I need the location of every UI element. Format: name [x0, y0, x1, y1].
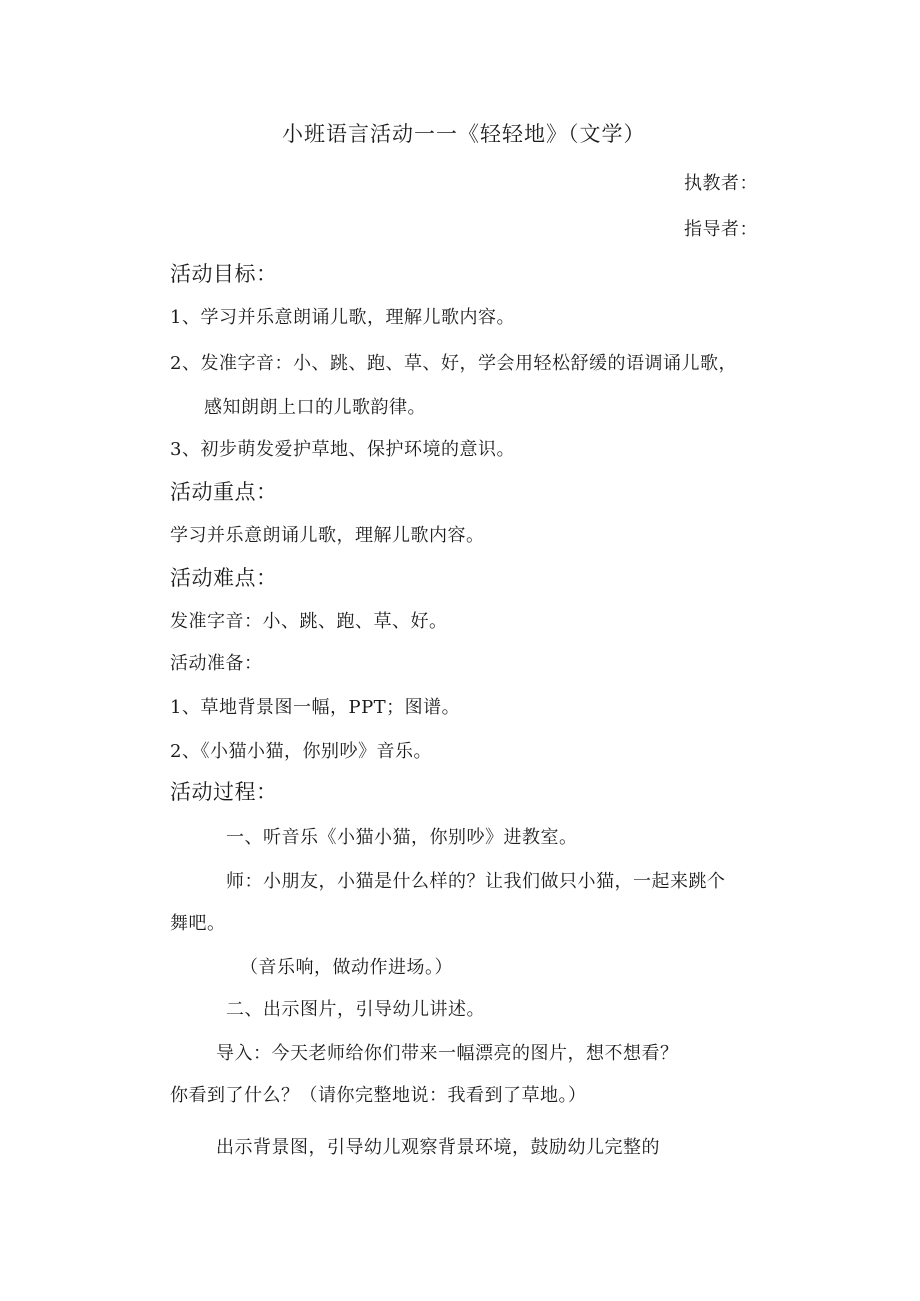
goal-item: 1、学习并乐意朗诵儿歌，理解儿歌内容。 — [170, 307, 515, 328]
goal-item: 2、发准字音：小、跳、跑、草、好，学会用轻松舒缓的语调诵儿歌， — [170, 353, 737, 374]
preparation-item: 2、《小猫小猫，你别吵》音乐。 — [170, 741, 432, 762]
process-line: 导入：今天老师给你们带来一幅漂亮的图片，想不想看？ — [216, 1043, 679, 1064]
process-line: 舞吧。 — [170, 913, 226, 934]
difficulty-text: 发准字音：小、跳、跑、草、好。 — [170, 611, 448, 632]
supervisor-label: 指导者： — [684, 219, 758, 240]
process-line: 出示背景图，引导幼儿观察背景环境，鼓励幼儿完整的 — [216, 1137, 660, 1158]
document-title: 小班语言活动一一《轻轻地》（文学） — [282, 122, 646, 146]
difficulty-heading: 活动难点： — [170, 566, 278, 590]
process-line: 你看到了什么？（请你完整地说：我看到了草地。） — [170, 1085, 587, 1106]
process-heading: 活动过程： — [170, 780, 278, 804]
process-line: 师：小朋友，小猫是什么样的？让我们做只小猫，一起来跳个 — [226, 871, 726, 892]
process-line: （音乐响，做动作进场。） — [240, 957, 453, 978]
key-point-heading: 活动重点： — [170, 480, 278, 504]
process-line: 二、出示图片，引导幼儿讲述。 — [226, 999, 485, 1020]
goal-item: 3、初步萌发爱护草地、保护环境的意识。 — [170, 439, 515, 460]
goal-item-continuation: 感知朗朗上口的儿歌韵律。 — [204, 397, 426, 418]
preparation-item: 1、草地背景图一幅，PPT；图谱。 — [170, 697, 461, 718]
teacher-label: 执教者： — [684, 173, 758, 194]
preparation-heading: 活动准备： — [170, 653, 263, 674]
process-line: 一、听音乐《小猫小猫，你别吵》进教室。 — [226, 827, 578, 848]
key-point-text: 学习并乐意朗诵儿歌，理解儿歌内容。 — [170, 525, 485, 546]
goals-heading: 活动目标： — [170, 262, 278, 286]
